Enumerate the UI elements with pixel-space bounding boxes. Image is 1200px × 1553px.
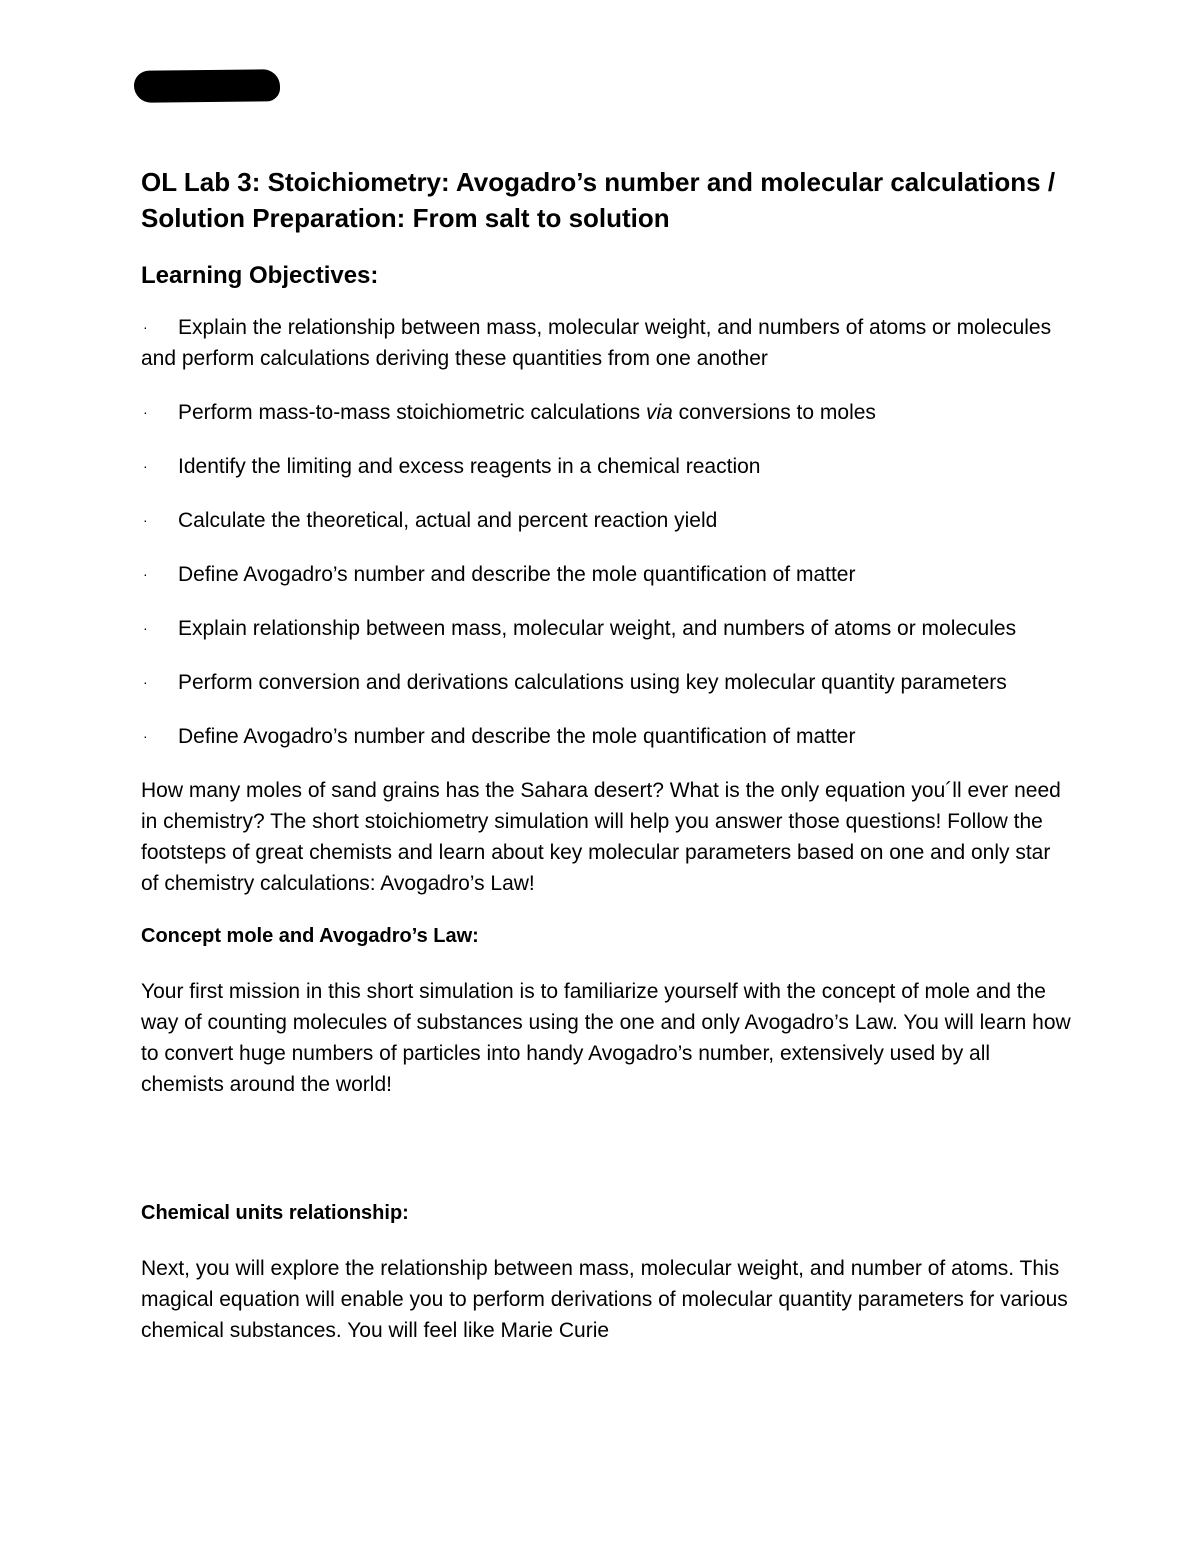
section-body-mole: Your first mission in this short simulation is to familiarize yourself with the concept of mole and the way of counting molecules of substances using the one and only Avogadro’s Law. You will learn how to convert huge numbers of particles into handy Avogadro’s number, extensively used by all chemists around the world! xyxy=(141,980,1071,1096)
objective-text: Define Avogadro’s number and describe the mole quantification of matter xyxy=(178,563,856,586)
redaction-mark xyxy=(134,69,280,103)
objective-text: Identify the limiting and excess reagents in a chemical reaction xyxy=(178,455,761,478)
objectives-heading: Learning Objectives: xyxy=(141,262,379,289)
objective-text: Define Avogadro’s number and describe the mole quantification of matter xyxy=(178,725,856,748)
objective-text: Explain the relationship between mass, molecular weight, and numbers of atoms or molecules and perform calculations deriving these quantities from one another xyxy=(141,316,1052,370)
intro-paragraph: How many moles of sand grains has the Sahara desert? What is the only equation you´ll ever need in chemistry? The short stoichiometry simulation will help you answer those questions! Follow the footsteps of great chemists and learn about key molecular parameters based on one and only star of chemistry calculations: Avogadro’s Law! xyxy=(141,779,1061,895)
objective-text: Perform mass-to-mass stoichiometric calculations xyxy=(178,401,646,424)
list-item xyxy=(141,613,1071,644)
bullet-icon: · xyxy=(143,404,148,420)
bullet-icon: · xyxy=(143,458,148,474)
bullet-icon: · xyxy=(143,620,148,636)
objective-text: Explain relationship between mass, molecular weight, and numbers of atoms or molecules xyxy=(178,617,1017,640)
document-content xyxy=(141,164,1071,1346)
bullet-icon: · xyxy=(143,728,148,744)
bullet-icon: · xyxy=(143,566,148,582)
blank-space xyxy=(141,1100,1071,1176)
list-item xyxy=(141,505,1071,536)
objective-text-continued: conversions to moles xyxy=(672,401,876,424)
list-item xyxy=(141,559,1071,590)
section-body-units: Next, you will explore the relationship between mass, molecular weight, and number of atoms. This magical equation will enable you to perform derivations of molecular quantity parameters for various chemical substances. You will feel like Marie Curie xyxy=(141,1257,1068,1342)
objective-text: Perform conversion and derivations calculations using key molecular quantity parameters xyxy=(178,671,1007,694)
bullet-icon: · xyxy=(143,512,148,528)
section-heading-units: Chemical units relationship: xyxy=(141,1202,409,1224)
document-title: OL Lab 3: Stoichiometry: Avogadro’s number and molecular calculations / Solution Preparation: From salt to solution xyxy=(141,167,1056,233)
list-item xyxy=(141,312,1071,374)
objective-italic-text: via xyxy=(645,401,673,424)
list-item xyxy=(141,721,1071,752)
list-item xyxy=(141,397,1071,428)
bullet-icon: · xyxy=(143,674,148,690)
list-item xyxy=(141,667,1071,698)
section-heading-mole: Concept mole and Avogadro’s Law: xyxy=(141,925,479,947)
objectives-list xyxy=(141,312,1071,752)
list-item xyxy=(141,451,1071,482)
objective-text: Calculate the theoretical, actual and percent reaction yield xyxy=(178,509,718,532)
bullet-icon: · xyxy=(143,319,148,335)
